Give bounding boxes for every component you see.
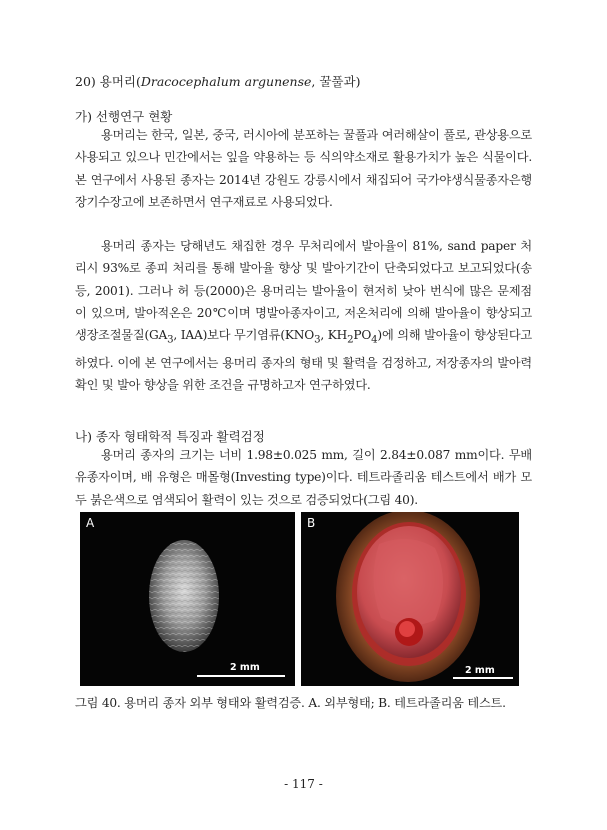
section-heading: 20) 용머리(Dracocephalum argunense, 꿀풀과) xyxy=(75,74,361,89)
paragraph-intro: 용머리는 한국, 일본, 중국, 러시아에 분포하는 꿀풀과 여러해살이 풀로, 관상용으로 사용되고 있으나 민간에서는 잎을 약용하는 등 식의약소재로 활용가치가 높은 식물이다. 본 연구에서 사용된 종자는 2014년 강원도 강릉시에서 채집되어 국가야생식물종자은행 장기수장고에 보존하면서 연구재료로 사용되었다. xyxy=(75,128,532,209)
subsection-heading-a: 가) 선행연구 현황 xyxy=(75,109,173,124)
seed-external-image xyxy=(80,512,295,686)
scale-label-b: 2 mm xyxy=(465,665,495,676)
scale-bar-b xyxy=(453,677,513,679)
panel-label-b: B xyxy=(307,516,316,530)
paragraph-morphology: 용머리 종자의 크기는 너비 1.98±0.025 mm, 길이 2.84±0.087 mm이다. 무배유종자이며, 배 유형은 매몰형(Investing type)이다. 테트라졸리움 테스트에서 배가 모두 붉은색으로 염색되어 활력이 있는 것으로 검증되었다(그림 40). xyxy=(75,448,532,507)
paragraph-prior-research: 용머리 종자는 당해년도 채집한 경우 무처리에서 발아율이 81%, sand paper 처리시 93%로 종피 처리를 통해 발아율 향상 및 발아기간이 단축되었다고 보고되었다(송 등, 2001). 그러나 허 등(2000)은 용머리는 발아율이 현저히 낮아 번식에 많은 문제점이 있으며, 발아적온은 20℃이며 명발아종자이고, 저온처리에 의해 발아율이 향상되고 생장조절물질($GA_3$, IAA)보다 무기염류($KNO_3$, $KH_2PO_4$)에 의해 발아율이 향상된다고 하였다. 이에 본 연구에서는 용머리 종자의 형태 및 활력을 검정하고, 저장종자의 발아력 확인 및 발아 향상을 위한 조건을 규명하고자 연구하였다. xyxy=(75,239,532,393)
figure-caption: 그림 40. 용머리 종자 외부 형태와 활력검증. A. 외부형태; B. 테트라졸리움 테스트. xyxy=(75,696,506,710)
scale-label-a: 2 mm xyxy=(230,662,260,673)
panel-label-a: A xyxy=(86,516,95,530)
species-name: Dracocephalum argunense xyxy=(140,74,312,89)
tetrazolium-test-image xyxy=(301,512,519,686)
page-number: - 117 - xyxy=(284,777,323,791)
figure-panel-b xyxy=(301,512,519,686)
figure-panel-a xyxy=(80,512,295,686)
scale-bar-a xyxy=(197,675,285,677)
subsection-heading-b: 나) 종자 형태학적 특징과 활력검정 xyxy=(75,429,265,444)
